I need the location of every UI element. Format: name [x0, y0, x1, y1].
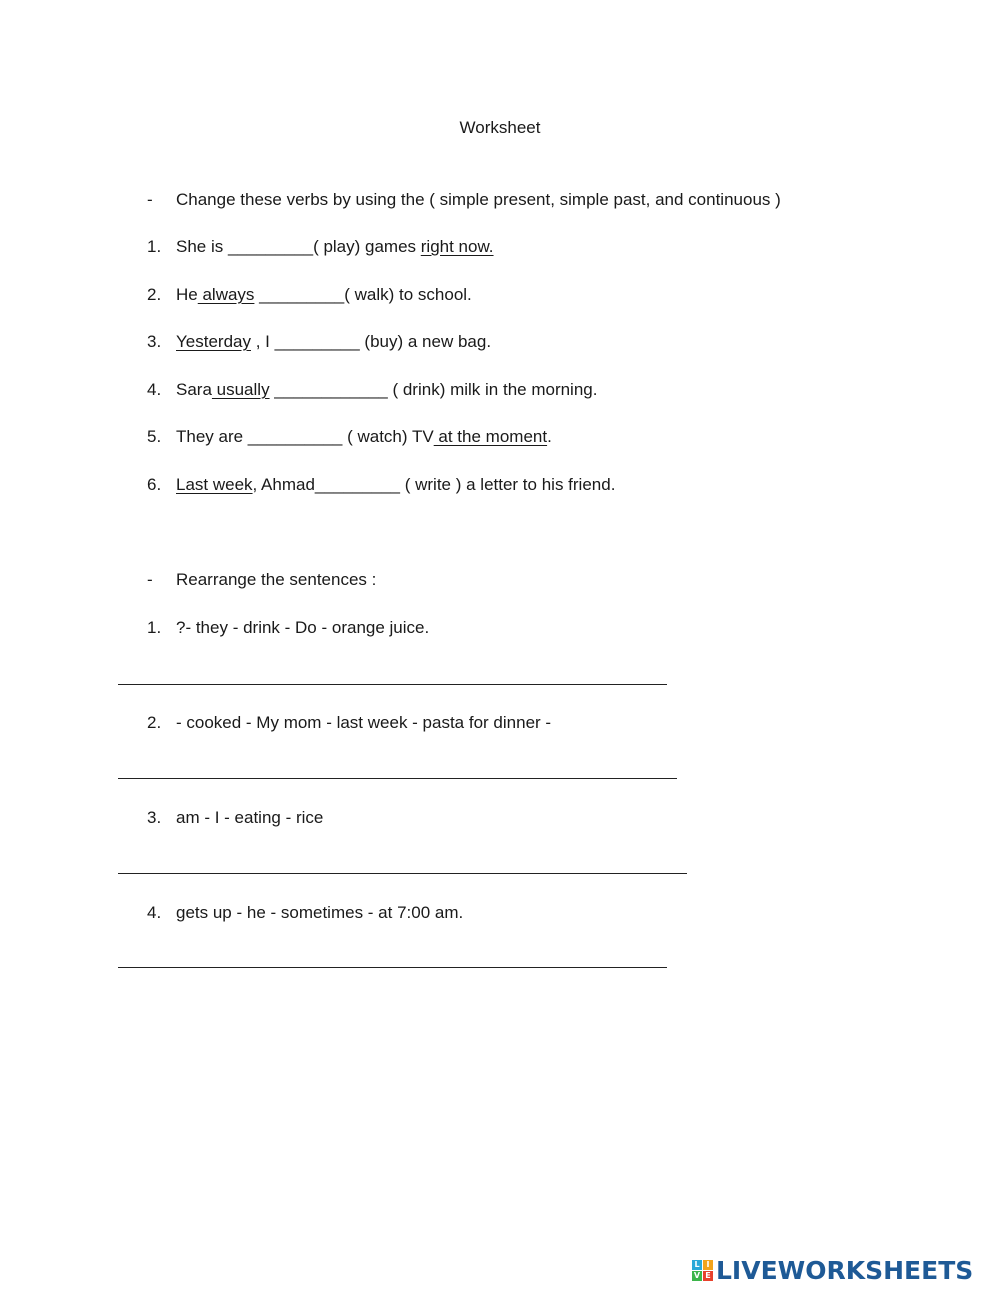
- item-number: 4.: [147, 380, 162, 399]
- time-expression: Yesterday: [176, 332, 251, 351]
- item-number: 5.: [147, 427, 162, 446]
- time-expression: right now.: [420, 237, 494, 256]
- item-text: They are __________ ( watch) TV at the moment.: [176, 427, 552, 446]
- answer-line-4[interactable]: [118, 967, 667, 968]
- page-title: Worksheet: [459, 118, 541, 137]
- logo-text: LIVEWORKSHEETS: [716, 1255, 974, 1285]
- item-number: 3.: [147, 332, 162, 351]
- item-number: 2.: [147, 713, 162, 732]
- answer-line-3[interactable]: [118, 873, 687, 874]
- logo-block: E: [703, 1271, 713, 1281]
- time-expression: Last week: [176, 475, 253, 494]
- item-text: Sara usually ____________ ( drink) milk in the morning.: [176, 380, 598, 399]
- item-text: gets up - he - sometimes - at 7:00 am.: [176, 903, 464, 922]
- section1-marker: -: [147, 190, 153, 209]
- answer-line-1[interactable]: [118, 684, 667, 685]
- logo-block: I: [703, 1260, 713, 1270]
- section2-instruction: Rearrange the sentences :: [176, 570, 377, 589]
- section2-marker: -: [147, 570, 153, 589]
- item-number: 1.: [147, 237, 162, 256]
- logo-blocks-icon: [692, 1260, 713, 1281]
- item-text: Yesterday , I _________ (buy) a new bag.: [176, 332, 492, 351]
- time-expression: usually: [211, 380, 270, 399]
- logo-block: V: [693, 1270, 701, 1280]
- item-number: 4.: [147, 903, 162, 922]
- time-expression: always: [197, 285, 255, 304]
- item-text: am - I - eating - rice: [176, 808, 324, 827]
- item-number: 6.: [147, 475, 162, 494]
- item-text: She is _________( play) games right now.: [176, 237, 494, 256]
- item-text: ?- they - drink - Do - orange juice.: [176, 618, 430, 637]
- item-text: - cooked - My mom - last week - pasta for dinner -: [176, 713, 552, 732]
- item-number: 2.: [147, 285, 162, 304]
- time-expression: at the moment: [433, 427, 548, 446]
- answer-line-2[interactable]: [118, 778, 677, 779]
- item-text: He always _________( walk) to school.: [176, 285, 472, 304]
- liveworksheets-logo: [692, 1254, 973, 1286]
- item-number: 3.: [147, 808, 162, 827]
- item-text: Last week, Ahmad_________ ( write ) a letter to his friend.: [176, 475, 616, 494]
- section1-instruction: Change these verbs by using the ( simple present, simple past, and continuous ): [176, 190, 781, 209]
- item-number: 1.: [147, 618, 162, 637]
- logo-block: L: [692, 1260, 702, 1270]
